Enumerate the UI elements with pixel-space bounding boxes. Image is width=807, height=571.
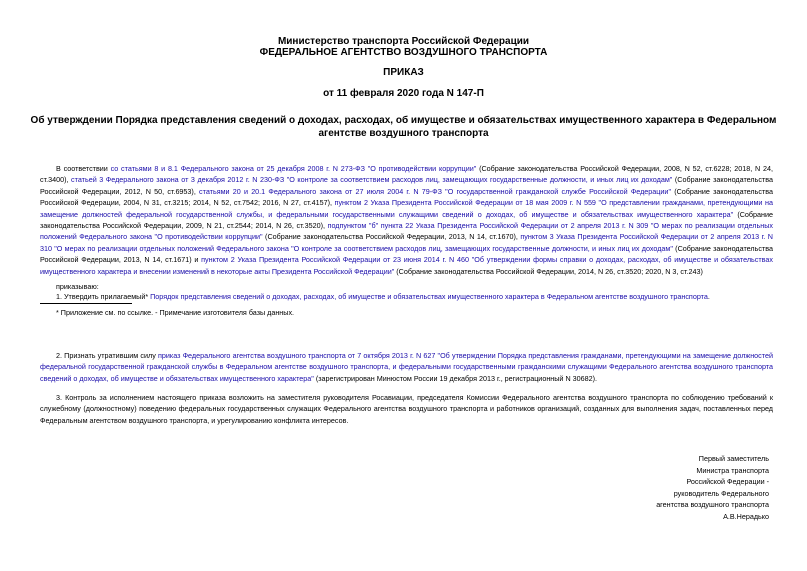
preamble-text-4: (Собрание законодательства Российской Федерации, 2004, N 31, ст.3215; 2014, N 52, ст.7542; 2016, N 27, ст.4157), <box>40 186 773 208</box>
item-1-end: . <box>707 292 710 301</box>
document-type: ПРИКАЗ <box>383 67 424 78</box>
preamble-text-6: (Собрание законодательства Российской Федерации, 2013, N 14, ст.1670), <box>262 232 521 242</box>
ministry-name: Министерство транспорта Российской Федерации <box>277 36 530 47</box>
law-link-79fz[interactable]: статьями 20 и 20.1 Федерального закона от 27 июля 2004 г. N 79-ФЗ "О государственной гражданской службе Российской Федерации" <box>199 186 671 196</box>
item-1-text: 1. Утвердить прилагаемый* <box>56 292 151 301</box>
signature-line-5: агентства воздушного транспорта <box>656 500 769 509</box>
preamble-text-5: (Собрание законодательства Российской Федерации, 2009, N 21, ст.2544; 2014, N 26, ст.3520), <box>40 209 774 231</box>
order-word: приказываю: <box>56 282 99 291</box>
item-3-paragraph: 3. Контроль за исполнением настоящего приказа возложить на заместителя руководителя Росавиации, председателя Комиссии Федерального агентства воздушного транспорта по соблюдению требований к служебному (должностному) поведению федеральных государственных служащих Федерального агентства воздушного транспорта и работников организаций, созданных для выполнения задач, поставленных перед Федеральным агентством воздушного транспорта, и урегулированию конфликта интересов. <box>40 393 773 425</box>
signature-line-4: руководитель Федерального <box>673 488 769 498</box>
law-link-273fz[interactable]: со статьями 8 и 8.1 Федерального закона от 25 декабря 2008 г. N 273-ФЗ "О противодействии коррупции" <box>110 164 477 173</box>
procedure-link[interactable]: Порядок представления сведений о доходах, расходах, об имуществе и обязательствах имущественного характера в Федеральном агентстве воздушного транспорта <box>150 292 708 301</box>
decree-link-559[interactable]: пунктом 2 Указа Президента Российской Федерации от 18 мая 2009 г. N 559 "О представлении гражданами, претендующими на замещение должностей федеральной государственной службы, и федеральными государственными служащими сведений о доходах, об имуществе и обязательствах имущественного характера" <box>40 198 773 219</box>
document-title: Об утверждении Порядка представления сведений о доходах, расходах, об имуществе и обязательствах имущественного характера в Федеральном агентстве воздушного транспорта <box>30 115 777 139</box>
agency-name: ФЕДЕРАЛЬНОЕ АГЕНТСТВО ВОЗДУШНОГО ТРАНСПОРТА <box>259 47 548 58</box>
signature-line-3: Российской Федерации - <box>686 477 769 486</box>
item-2-end: (зарегистрирован Минюстом России 19 декабря 2013 г., регистрационный N 30682). <box>313 373 598 383</box>
preamble-text-8: (Собрание законодательства Российской Федерации, 2014, N 26, ст.3520; 2020, N 3, ст.243) <box>394 266 703 276</box>
signature-block <box>656 453 769 522</box>
decree-link-460[interactable]: пунктом 2 Указа Президента Российской Федерации от 23 июня 2014 г. N 460 "Об утверждении формы справки о доходах, расходах, об имуществе и обязательствах имущественного характера и внесении изменений в некоторые акты Президента Российской Федерации" <box>40 255 773 276</box>
footnote-divider <box>40 303 132 304</box>
preamble-text-3: (Собрание законодательства Российской Федерации, 2012, N 50, ст.6953), <box>40 175 773 196</box>
signature-line-2: Министра транспорта <box>696 465 769 475</box>
signature-line-1: Первый заместитель <box>698 454 769 463</box>
order-627-link[interactable]: приказ Федерального агентства воздушного транспорта от 7 октября 2013 г. N 627 "Об утверждении Порядка представления гражданами, претендующими на замещение должностей федеральной государственной гражданской службы в Федеральном агентстве воздушного транспорта, и федеральными государственными гражданскими служащими Федерального агентства воздушного транспорта сведений о доходах, об имуществе и обязательствах имущественного характера" <box>40 351 773 383</box>
item-2-paragraph <box>40 350 773 384</box>
item-1-paragraph <box>40 291 773 302</box>
law-link-230fz[interactable]: статьей 3 Федерального закона от 3 декабря 2012 г. N 230-ФЗ "О контроле за соответствием расходов лиц, замещающих государственные должности, и иных лиц их доходам" <box>71 175 673 185</box>
preamble-text-7: (Собрание законодательства Российской Федерации, 2013, N 14, ст.1671) и <box>40 243 773 265</box>
document-date-number: от 11 февраля 2020 года N 147-П <box>323 88 484 99</box>
decree-link-310[interactable]: пунктом 3 Указа Президента Российской Федерации от 2 апреля 2013 г. N 310 "О мерах по реализации отдельных положений Федерального закона "О контроле за соответствием расходов лиц, замещающих государственные должности, и иных лиц их доходам" <box>40 232 773 253</box>
item-2-text: 2. Признать утратившим силу <box>56 351 158 360</box>
preamble-paragraph <box>40 163 773 277</box>
preamble-text-1: В соответствии <box>56 164 111 173</box>
signatory-name: А.В.Нерадько <box>723 511 769 521</box>
footnote: * Приложение см. по ссылке. - Примечание изготовителя базы данных. <box>56 308 295 317</box>
decree-link-309[interactable]: подпунктом "б" пункта 22 Указа Президента Российской Федерации от 2 апреля 2013 г. N 309 "О мерах по реализации отдельных положений Федерального закона "О противодействии коррупции" <box>40 221 773 242</box>
preamble-text-2: (Собрание законодательства Российской Федерации, 2008, N 52, ст.6228; 2018, N 24, ст.3400), <box>40 164 773 185</box>
